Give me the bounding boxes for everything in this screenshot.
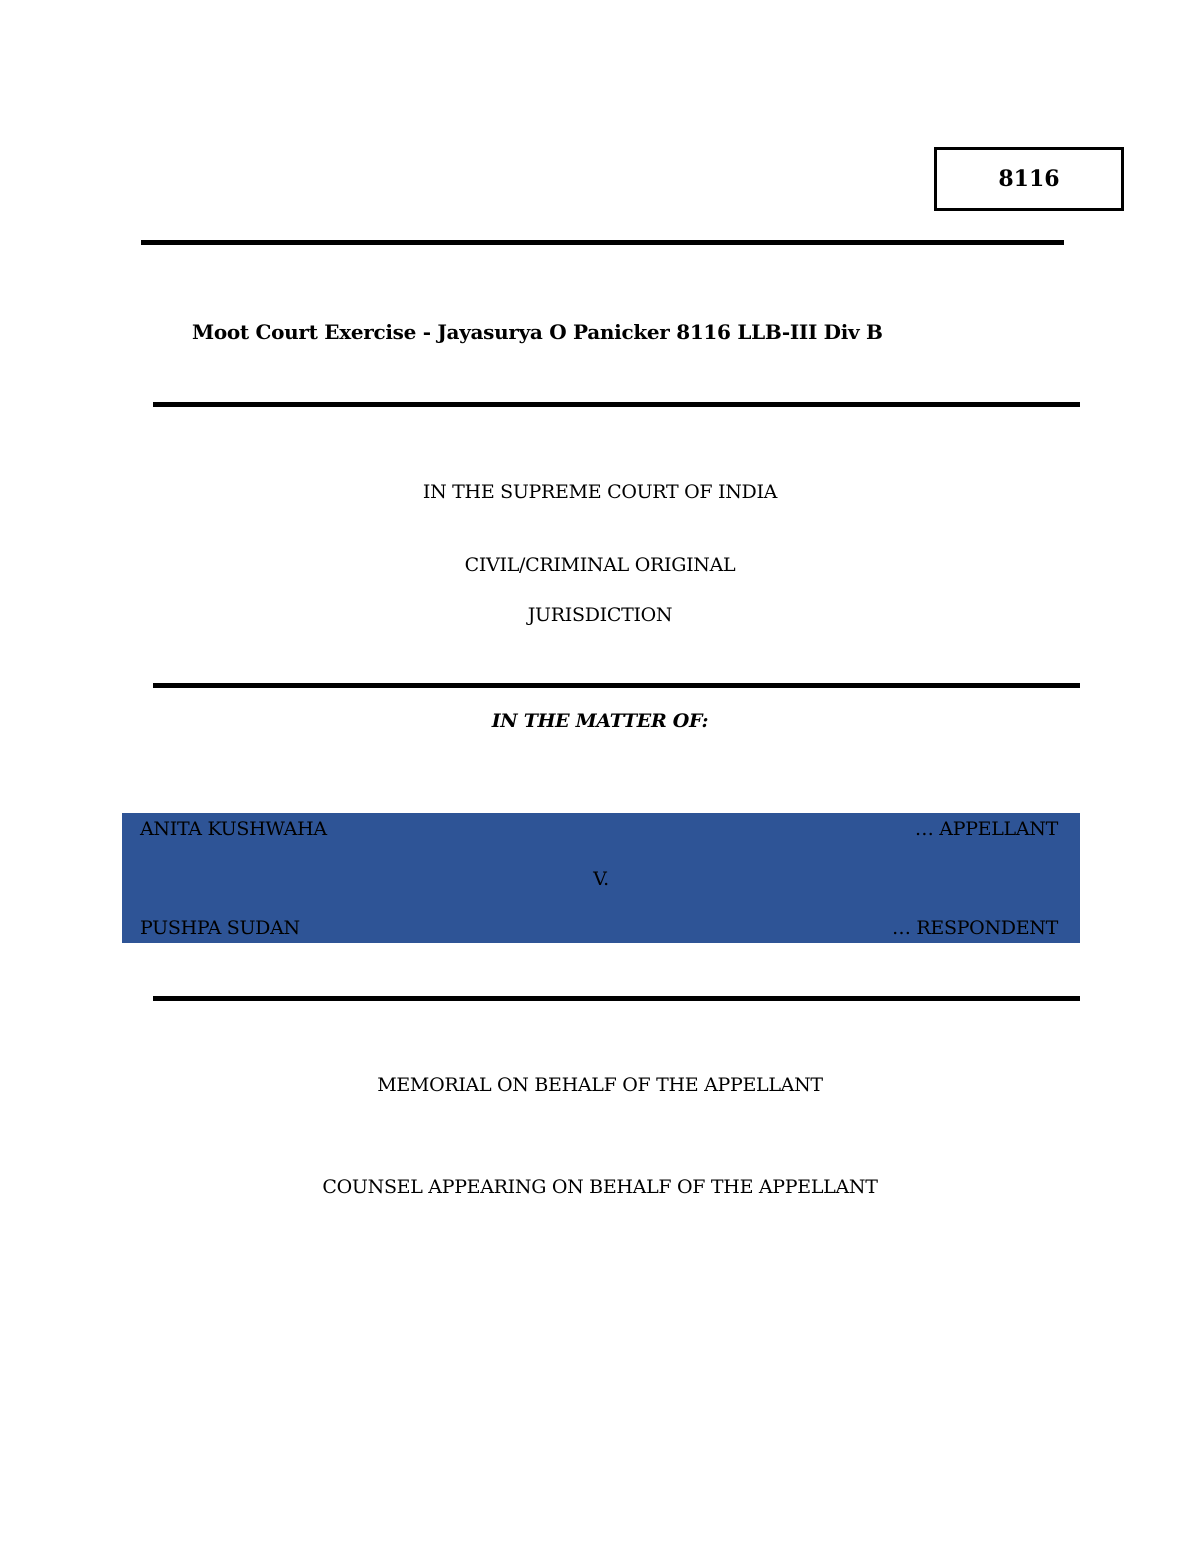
jurisdiction-line-2: JURISDICTION bbox=[527, 604, 673, 626]
respondent-row bbox=[140, 917, 1058, 939]
court-name: IN THE SUPREME COURT OF INDIA bbox=[422, 481, 778, 503]
roll-number-box bbox=[934, 147, 1124, 211]
matter-label: IN THE MATTER OF: bbox=[491, 710, 709, 732]
divider-court bbox=[153, 683, 1080, 688]
exercise-header: Moot Court Exercise - Jayasurya O Panicker 8116 LLB-III Div B bbox=[192, 320, 883, 344]
respondent-name: PUSHPA SUDAN bbox=[140, 917, 300, 939]
appellant-name: ANITA KUSHWAHA bbox=[140, 818, 327, 840]
respondent-role: … RESPONDENT bbox=[891, 917, 1058, 939]
parties-band bbox=[122, 813, 1080, 943]
versus-label: V. bbox=[593, 868, 609, 890]
appellant-role: … APPELLANT bbox=[914, 818, 1058, 840]
appellant-row bbox=[140, 818, 1058, 840]
roll-number: 8116 bbox=[998, 166, 1060, 192]
divider-header bbox=[153, 402, 1080, 407]
divider-top bbox=[141, 240, 1064, 245]
counsel-line: COUNSEL APPEARING ON BEHALF OF THE APPELLANT bbox=[322, 1176, 878, 1198]
jurisdiction-line-1: CIVIL/CRIMINAL ORIGINAL bbox=[464, 554, 736, 576]
divider-parties bbox=[153, 996, 1080, 1001]
memorial-title: MEMORIAL ON BEHALF OF THE APPELLANT bbox=[377, 1074, 823, 1096]
